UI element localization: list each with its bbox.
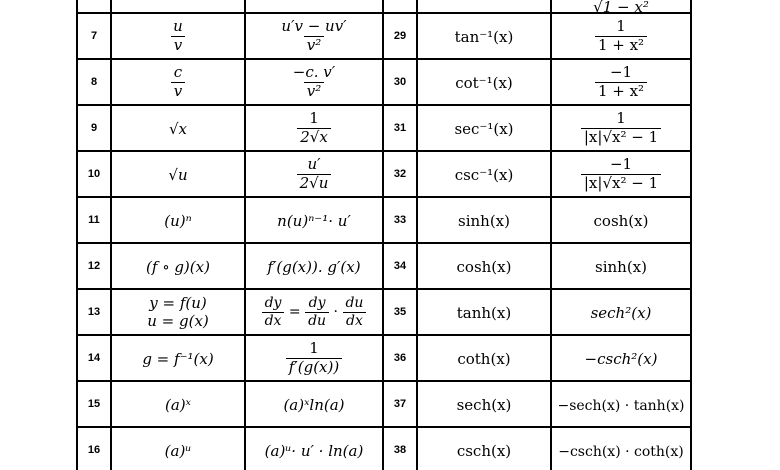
function-expr: (f ∘ g)(x) bbox=[146, 257, 210, 276]
derivative-cell bbox=[245, 151, 383, 197]
derivative-expr: −csch(x) · coth(x) bbox=[558, 443, 684, 460]
derivative-expr: cosh(x) bbox=[593, 211, 649, 230]
numerator: −1 bbox=[609, 62, 633, 81]
derivative-partial: √1 − x² bbox=[593, 0, 649, 16]
derivative-cell bbox=[551, 59, 691, 105]
row-number: 9 bbox=[77, 105, 111, 151]
derivative-cell bbox=[245, 13, 383, 59]
numerator: 1 bbox=[309, 338, 319, 357]
table-row bbox=[77, 59, 691, 105]
denominator: 2√u bbox=[297, 174, 332, 192]
row-number: 8 bbox=[77, 59, 111, 105]
function-cell bbox=[417, 243, 551, 289]
function-expr: tan⁻¹(x) bbox=[454, 27, 514, 46]
row-number-cell bbox=[383, 0, 417, 13]
derivative-cell bbox=[551, 427, 691, 470]
table-row bbox=[77, 105, 691, 151]
function-cell bbox=[417, 151, 551, 197]
function-expr: (a)ˣ bbox=[165, 395, 191, 414]
row-number: 30 bbox=[383, 59, 417, 105]
derivative-cell bbox=[551, 243, 691, 289]
derivative-cell bbox=[551, 0, 691, 16]
derivative-expr: −sech(x) · tanh(x) bbox=[557, 397, 685, 414]
derivative-cell bbox=[245, 289, 383, 335]
numerator: 1 bbox=[309, 108, 319, 127]
row-number: 36 bbox=[383, 335, 417, 381]
numerator: 1 bbox=[616, 108, 626, 127]
function-expr: csch(x) bbox=[456, 441, 512, 460]
function-cell bbox=[417, 0, 551, 13]
table-row bbox=[77, 151, 691, 197]
function-cell bbox=[417, 59, 551, 105]
function-cell bbox=[111, 381, 245, 427]
denominator: |x|√x² − 1 bbox=[581, 174, 661, 192]
row-number: 37 bbox=[383, 381, 417, 427]
row-number: 32 bbox=[383, 151, 417, 197]
table-row bbox=[77, 197, 691, 243]
derivative-cell bbox=[245, 335, 383, 381]
function-cell bbox=[417, 427, 551, 470]
derivative-cell bbox=[551, 13, 691, 59]
function-cell bbox=[417, 381, 551, 427]
table-row bbox=[77, 335, 691, 381]
function-line: y = f(u) bbox=[149, 294, 207, 312]
function-expr: cot⁻¹(x) bbox=[455, 73, 513, 92]
numerator: u′v − uv′ bbox=[281, 16, 347, 35]
table-row bbox=[77, 427, 691, 470]
function-cell bbox=[111, 151, 245, 197]
numerator: −1 bbox=[609, 154, 633, 173]
table-row bbox=[77, 0, 691, 13]
function-expr: csc⁻¹(x) bbox=[454, 165, 514, 184]
row-number: 16 bbox=[77, 427, 111, 470]
function-cell bbox=[111, 197, 245, 243]
derivative-cell bbox=[245, 427, 383, 470]
function-cell bbox=[417, 289, 551, 335]
row-number: 33 bbox=[383, 197, 417, 243]
row-number-cell bbox=[77, 0, 111, 13]
denominator: 1 + x² bbox=[595, 82, 647, 100]
derivative-cell bbox=[551, 289, 691, 335]
row-number: 34 bbox=[383, 243, 417, 289]
derivative-cell bbox=[245, 0, 383, 13]
numerator: −c. v′ bbox=[292, 62, 336, 81]
numerator: 1 bbox=[616, 16, 626, 35]
denominator: dx bbox=[343, 312, 366, 329]
derivative-cell bbox=[245, 197, 383, 243]
derivative-cell bbox=[245, 59, 383, 105]
row-number: 29 bbox=[383, 13, 417, 59]
function-expr: coth(x) bbox=[457, 349, 511, 368]
row-number: 31 bbox=[383, 105, 417, 151]
table-row bbox=[77, 13, 691, 59]
function-cell bbox=[111, 105, 245, 151]
function-cell bbox=[111, 59, 245, 105]
denominator: 2√x bbox=[297, 128, 331, 146]
derivative-cell bbox=[551, 197, 691, 243]
numerator: dy bbox=[264, 294, 282, 311]
table-row bbox=[77, 381, 691, 427]
table-row bbox=[77, 243, 691, 289]
equals-sign: = bbox=[288, 304, 301, 320]
row-number: 15 bbox=[77, 381, 111, 427]
denominator: du bbox=[305, 312, 329, 329]
derivative-cell bbox=[551, 335, 691, 381]
denominator: v bbox=[171, 82, 185, 100]
function-expr: sinh(x) bbox=[458, 211, 510, 230]
function-expr: sec⁻¹(x) bbox=[454, 119, 514, 138]
function-cell bbox=[111, 243, 245, 289]
function-cell bbox=[111, 335, 245, 381]
derivative-cell bbox=[245, 105, 383, 151]
row-number: 14 bbox=[77, 335, 111, 381]
denominator: f′(g(x)) bbox=[286, 358, 342, 376]
denominator: 1 + x² bbox=[595, 36, 647, 54]
function-cell bbox=[111, 0, 245, 13]
denominator: |x|√x² − 1 bbox=[581, 128, 661, 146]
row-number: 35 bbox=[383, 289, 417, 335]
denominator: v² bbox=[304, 36, 325, 54]
row-number: 13 bbox=[77, 289, 111, 335]
numerator: c bbox=[173, 62, 183, 81]
function-expr: tanh(x) bbox=[456, 303, 512, 322]
function-expr: √x bbox=[168, 119, 188, 138]
derivative-cell bbox=[245, 381, 383, 427]
derivative-expr: f′(g(x)). g′(x) bbox=[267, 257, 361, 276]
table-row bbox=[77, 289, 691, 335]
derivative-cell bbox=[551, 151, 691, 197]
function-expr: (a)ᵘ bbox=[164, 441, 192, 460]
function-expr: (u)ⁿ bbox=[164, 211, 192, 230]
denominator: v² bbox=[304, 82, 325, 100]
function-cell bbox=[417, 13, 551, 59]
denominator: v bbox=[171, 36, 185, 54]
function-cell bbox=[417, 105, 551, 151]
row-number: 38 bbox=[383, 427, 417, 470]
function-expr: sech(x) bbox=[456, 395, 512, 414]
numerator: du bbox=[345, 294, 364, 311]
function-line: u = g(x) bbox=[147, 312, 209, 330]
function-expr: g = f⁻¹(x) bbox=[142, 349, 214, 368]
function-expr: cosh(x) bbox=[456, 257, 512, 276]
function-cell bbox=[417, 335, 551, 381]
derivative-cell bbox=[551, 105, 691, 151]
row-number: 7 bbox=[77, 13, 111, 59]
derivative-expr: (a)ˣln(a) bbox=[283, 395, 345, 414]
denominator: dx bbox=[262, 312, 285, 329]
function-cell bbox=[111, 427, 245, 470]
derivative-expr: sinh(x) bbox=[595, 257, 647, 276]
derivative-cell bbox=[245, 243, 383, 289]
derivative-table bbox=[76, 0, 692, 470]
function-cell bbox=[111, 13, 245, 59]
derivative-expr: sech²(x) bbox=[590, 303, 652, 322]
function-cell bbox=[417, 197, 551, 243]
numerator: u bbox=[173, 16, 183, 35]
row-number: 11 bbox=[77, 197, 111, 243]
derivative-expr: n(u)ⁿ⁻¹· u′ bbox=[277, 211, 351, 230]
row-number: 10 bbox=[77, 151, 111, 197]
derivative-cell bbox=[551, 381, 691, 427]
function-expr: √u bbox=[168, 165, 188, 184]
row-number: 12 bbox=[77, 243, 111, 289]
numerator: u′ bbox=[307, 154, 321, 173]
numerator: dy bbox=[308, 294, 326, 311]
derivative-expr: (a)ᵘ· u′ · ln(a) bbox=[264, 441, 364, 460]
derivative-expr: −csch²(x) bbox=[584, 349, 658, 368]
dot-operator: · bbox=[333, 304, 338, 320]
function-cell bbox=[111, 289, 245, 335]
